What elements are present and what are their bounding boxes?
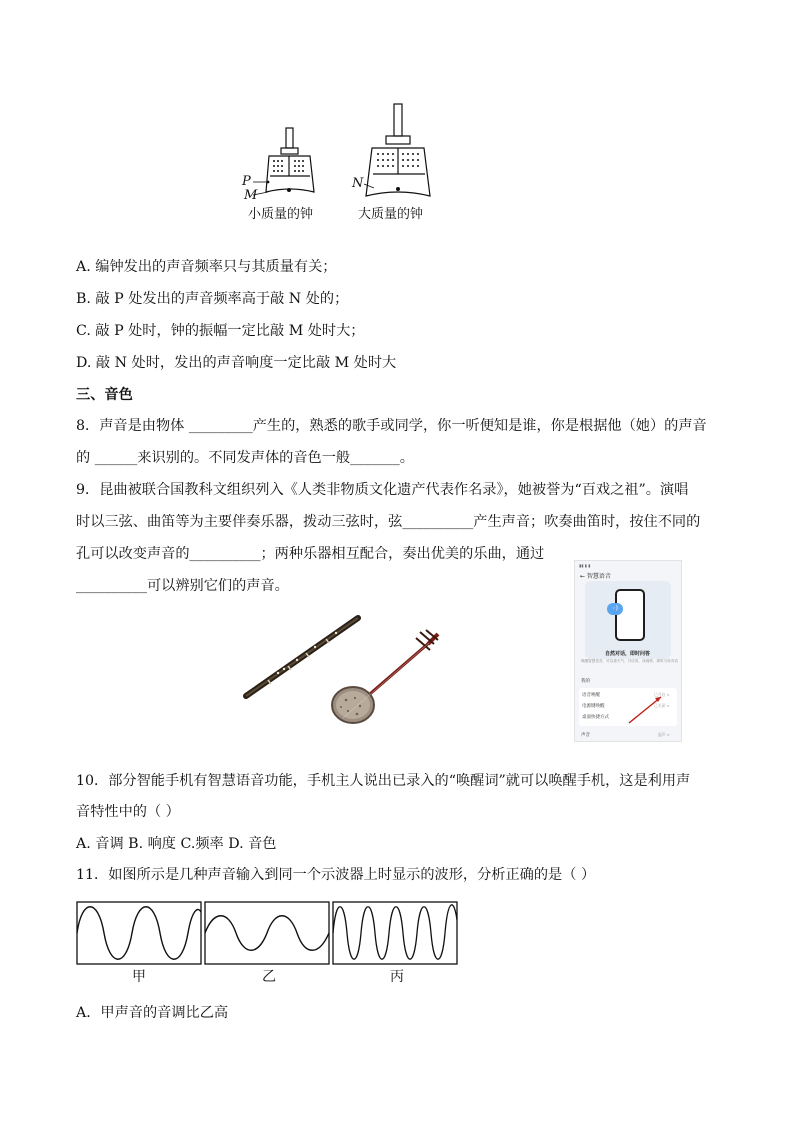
section-heading: 三、音色 <box>76 387 133 403</box>
wave-panel-jia <box>77 902 201 964</box>
q11-option-a: A．甲声音的音调比乙高 <box>76 1005 229 1021</box>
q9-line-3: 孔可以改变声音的__________；两种乐器相互配合，奏出优美的乐曲，通过 <box>76 546 545 562</box>
waveforms-figure <box>76 900 460 990</box>
q7-option-a: A. 编钟发出的声音频率只与其质量有关； <box>76 259 337 275</box>
sanxian <box>332 630 438 723</box>
flute-and-sanxian <box>240 608 470 728</box>
label-p: P <box>242 174 251 189</box>
voice-bubble-icon: ◦) <box>607 603 623 615</box>
phone-desc: 唤醒智慧语音，可以查天气、开应用、设闹钟，即时与你对话 <box>581 659 679 663</box>
wave-label-bing: 丙 <box>390 969 404 985</box>
waveforms-drawing <box>76 900 460 966</box>
phone-row-sound-value: 温声 > <box>658 732 670 737</box>
flute <box>246 618 358 696</box>
q10-line-1: 10．部分智能手机有智慧语音功能，手机主人说出已录入的“唤醒词”就可以唤醒手机，这是利用声 <box>76 773 691 789</box>
q9-line-4: __________可以辨别它们的声音。 <box>76 578 289 594</box>
wave-label-yi: 乙 <box>262 969 276 985</box>
phone-tagline: 自然对话，即时问答 <box>605 651 651 657</box>
phone-row-wake[interactable]: 语音唤醒 <box>582 693 600 698</box>
wave-panel-bing <box>333 902 457 964</box>
q7-option-c: C. 敲 P 处时，钟的振幅一定比敲 M 处时大； <box>76 323 365 339</box>
label-m: M <box>244 188 258 203</box>
q7-option-d: D. 敲 N 处时，发出的声音响度一定比敲 M 处时大 <box>76 355 397 371</box>
label-n: N <box>352 176 364 191</box>
q10-options: A. 音调 B. 响度 C.频率 D. 音色 <box>76 836 277 852</box>
q8-line-1: 8．声音是由物体 _________产生的，熟悉的歌手或同学，你一听便知是谁，你是根据他（她）的声音 <box>76 418 707 434</box>
phone-row-power[interactable]: 电源键唤醒 <box>582 704 605 709</box>
phone-row-desktop[interactable]: 桌面快捷方式 <box>582 715 609 720</box>
status-time: ▮▮ ▮ ▮ <box>579 563 591 568</box>
q10-line-2: 音特性中的（ ） <box>76 804 180 820</box>
small-bell-caption: 小质量的钟 <box>248 207 314 222</box>
red-arrow <box>575 561 681 741</box>
phone-row-wake-value: 已开启 > <box>654 692 670 697</box>
wave-label-jia: 甲 <box>132 969 146 985</box>
q7-option-b: B. 敲 P 处发出的声音频率高于敲 N 处的； <box>76 291 349 307</box>
phone-row-power-value: 已关闭 > <box>654 703 670 708</box>
q9-line-1: 9．昆曲被联合国教科文组织列入《人类非物质文化遗产代表作名录》，她被誉为“百戏之祖”。演唱 <box>76 482 689 498</box>
large-bell-caption: 大质量的钟 <box>358 207 424 222</box>
small-bell <box>266 128 314 192</box>
phone-header: ← 智慧语音 <box>580 573 611 580</box>
instruments-image <box>240 608 470 728</box>
large-bell <box>366 104 430 196</box>
bells-figure <box>236 100 446 225</box>
phone-row-me: 我的 <box>581 679 590 684</box>
phone-screenshot <box>574 560 682 742</box>
wave-panel-yi <box>205 902 329 964</box>
q9-line-2: 时以三弦、曲笛等为主要伴奏乐器，拨动三弦时，弦__________产生声音；吹奏曲笛时，按住不同的 <box>76 514 701 530</box>
q8-line-2: 的 ______来识别的。不同发声体的音色一般_______。 <box>76 450 414 466</box>
phone-row-sound[interactable]: 声音 <box>581 733 590 738</box>
q11-stem: 11．如图所示是几种声音输入到同一个示波器上时显示的波形，分析正确的是（ ） <box>76 867 596 883</box>
